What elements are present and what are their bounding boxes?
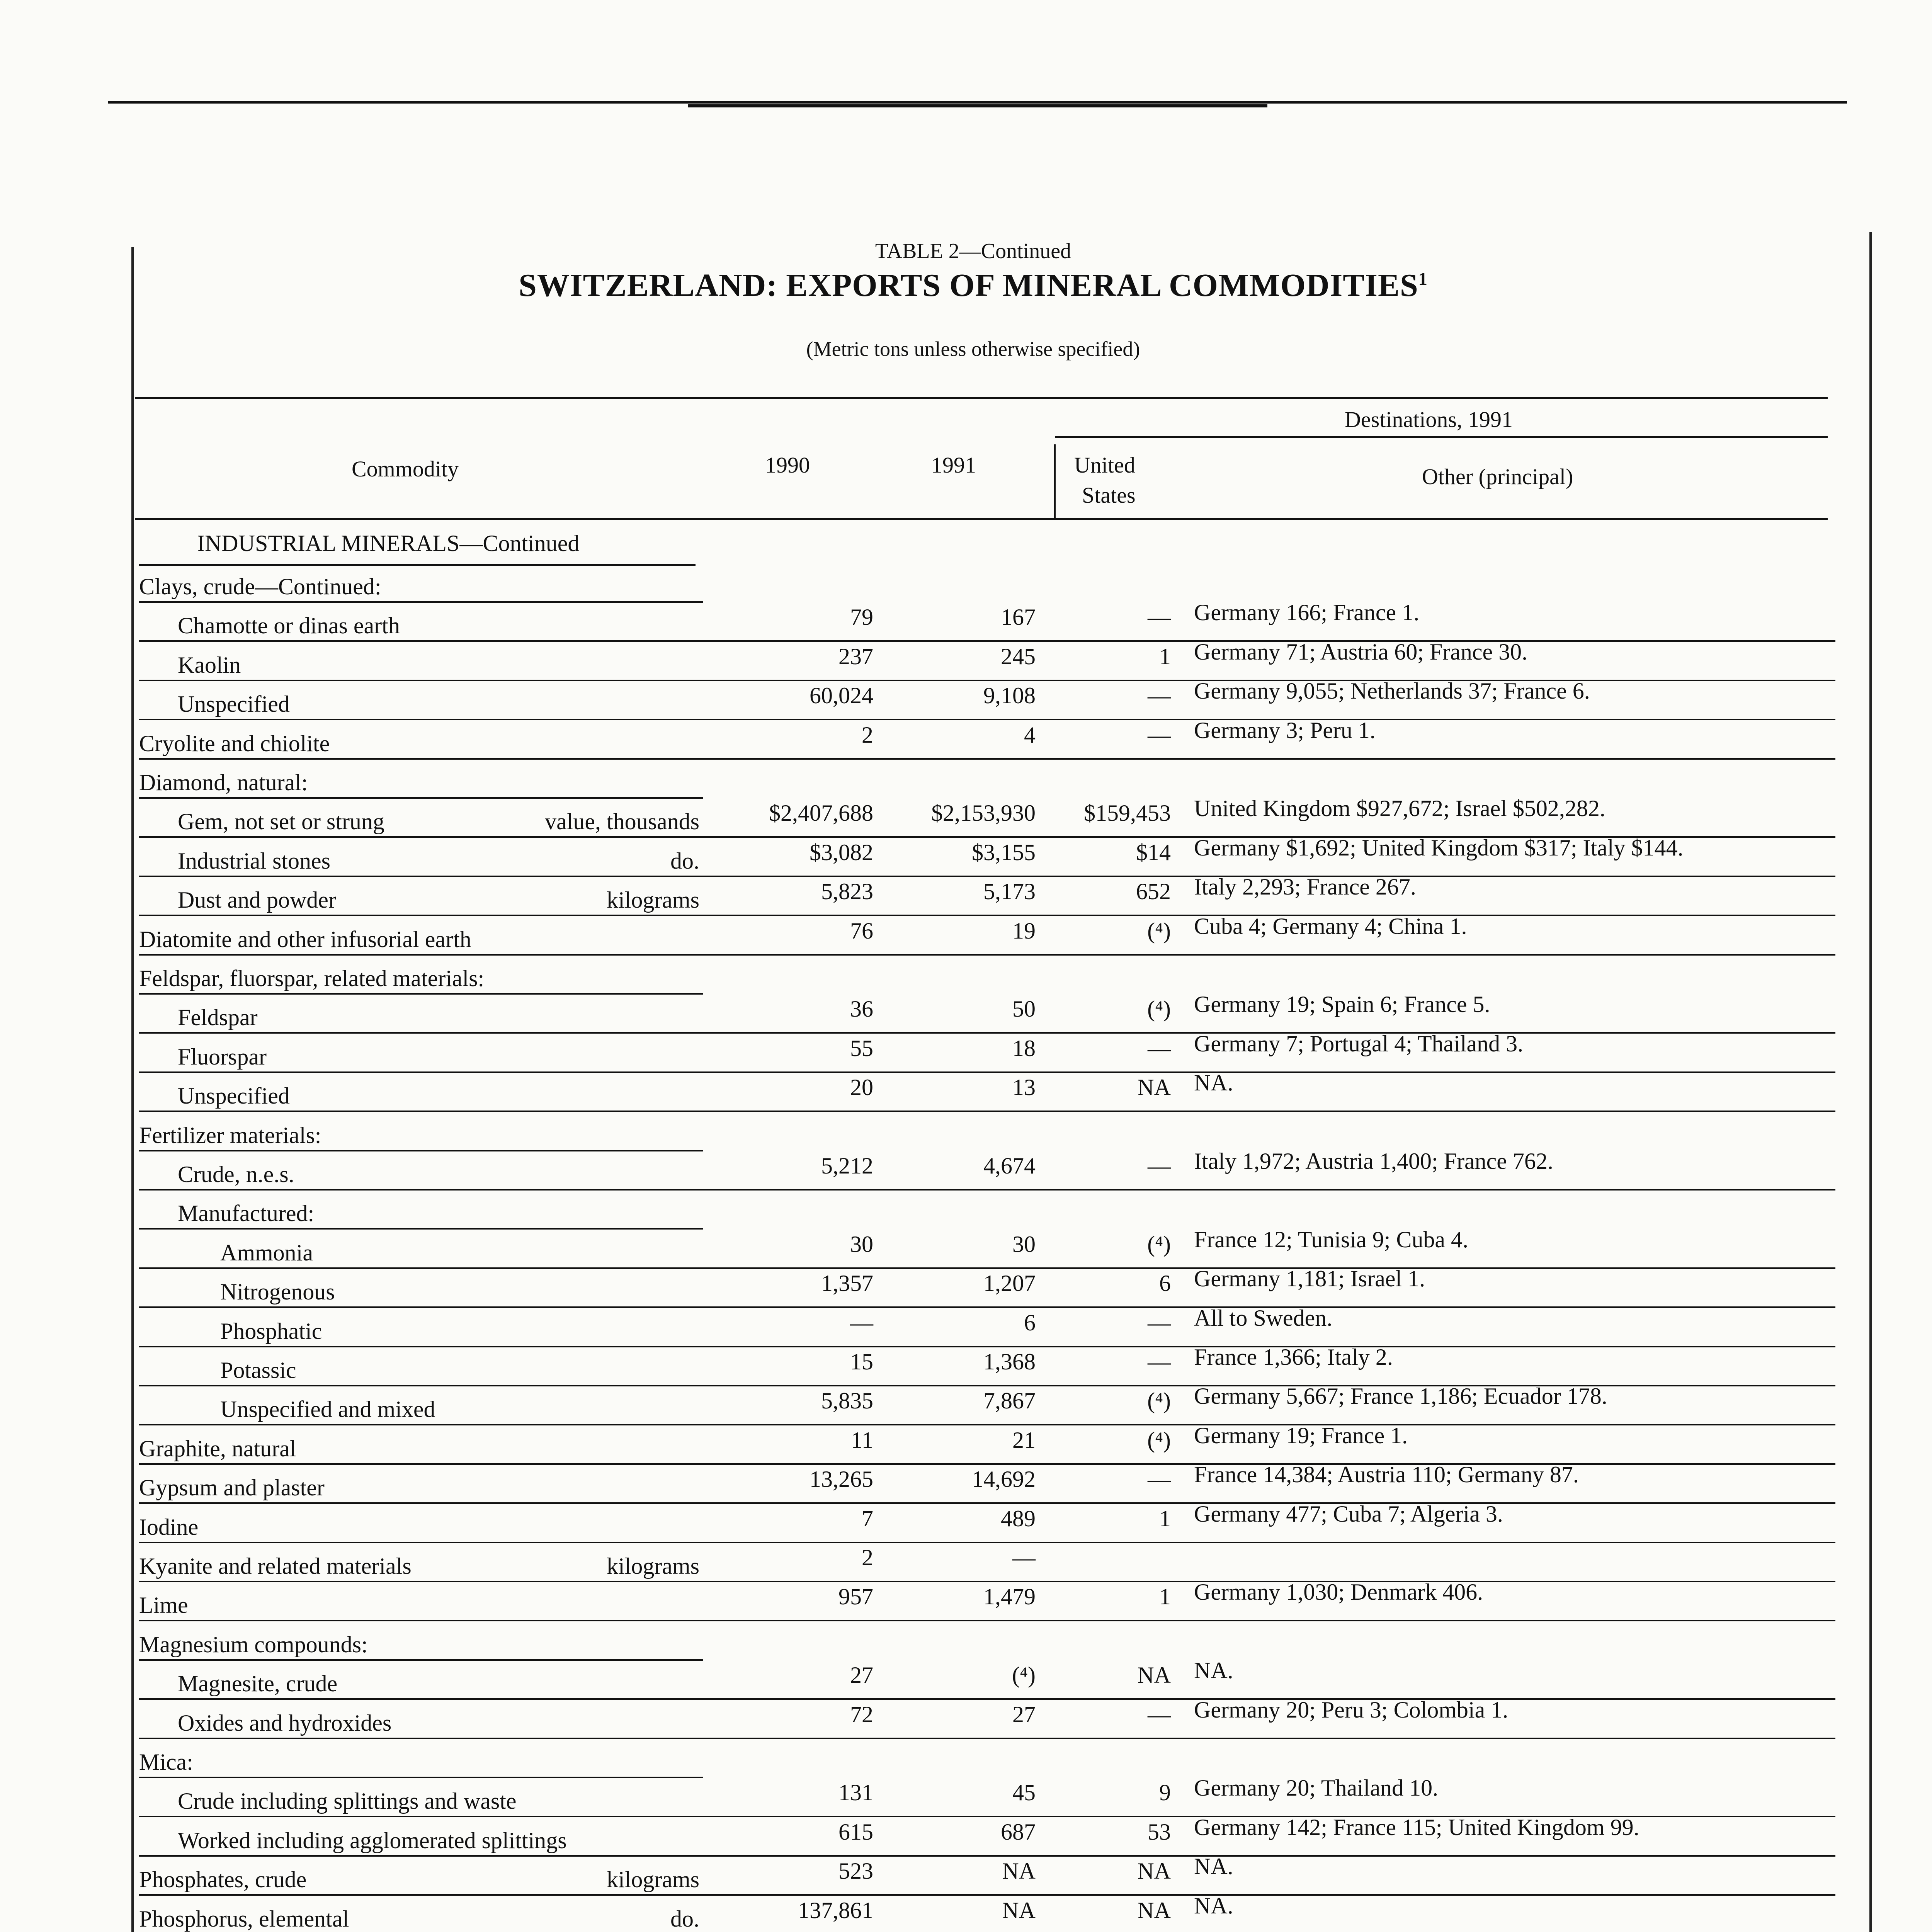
row-label: Magnesium compounds: (139, 1632, 368, 1657)
row-label: Cryolite and chiolite (139, 731, 330, 756)
row-label: Feldspar (178, 1005, 258, 1030)
row-label: Gypsum and plaster (139, 1475, 325, 1500)
cell-1990: 15 (850, 1349, 873, 1374)
cell-other-destinations: France 1,366; Italy 2. (1194, 1344, 1393, 1370)
cell-other-destinations: Germany 9,055; Netherlands 37; France 6. (1194, 678, 1590, 704)
row-label: Clays, crude—Continued: (139, 574, 381, 599)
cell-united-states: NA (1137, 1075, 1171, 1100)
cell-1991: 489 (1001, 1506, 1036, 1531)
header-1991: 1991 (931, 452, 976, 478)
cell-other-destinations: Germany 166; France 1. (1194, 600, 1420, 625)
cell-1990: 1,357 (821, 1270, 873, 1296)
row-label: Crude, n.e.s. (178, 1162, 294, 1187)
row-label: Manufactured: (178, 1201, 315, 1226)
cell-united-states: 9 (1159, 1780, 1171, 1805)
cell-1990: $3,082 (810, 840, 873, 865)
cell-1991: $2,153,930 (931, 800, 1036, 826)
row-label: Unspecified (178, 1083, 290, 1109)
cell-1991: 4 (1024, 722, 1036, 748)
cell-1990: 131 (838, 1780, 873, 1805)
cell-1991: 9,108 (983, 683, 1036, 708)
cell-united-states: — (1148, 1036, 1171, 1061)
cell-1991: 13 (1012, 1075, 1036, 1100)
cell-other-destinations: Germany 5,667; France 1,186; Ecuador 178. (1194, 1383, 1607, 1409)
cell-1990: 957 (838, 1584, 873, 1609)
cell-other-destinations: NA. (1194, 1854, 1233, 1879)
row-rule (139, 640, 1835, 642)
header-divider (1054, 444, 1056, 518)
cell-united-states: (⁴) (1147, 996, 1171, 1022)
cell-united-states: 1 (1159, 1506, 1171, 1531)
cell-1991: 18 (1012, 1036, 1036, 1061)
cell-other-destinations: Germany 7; Portugal 4; Thailand 3. (1194, 1031, 1524, 1056)
cell-1991: — (1012, 1545, 1036, 1570)
cell-1990: 13,265 (810, 1466, 873, 1492)
cell-united-states: — (1148, 1349, 1171, 1374)
cell-united-states: (⁴) (1147, 1427, 1171, 1453)
cell-other-destinations: Italy 2,293; France 267. (1194, 874, 1416, 900)
cell-other-destinations: Germany 1,030; Denmark 406. (1194, 1579, 1483, 1605)
cell-united-states: 652 (1136, 879, 1171, 904)
top-rule (108, 101, 1847, 104)
cell-1991: 1,368 (983, 1349, 1036, 1374)
cell-1991: NA (1002, 1898, 1036, 1923)
units-note: (Metric tons unless otherwise specified) (806, 337, 1140, 361)
row-label: Graphite, natural (139, 1436, 296, 1461)
row-unit: do. (670, 1906, 699, 1932)
cell-1991: 45 (1012, 1780, 1036, 1805)
row-rule (139, 993, 703, 995)
cell-1991: 27 (1012, 1702, 1036, 1727)
cell-other-destinations: Germany $1,692; United Kingdom $317; Italy $144. (1194, 835, 1684, 861)
cell-1991: 687 (1001, 1819, 1036, 1845)
row-label: Iodine (139, 1514, 199, 1540)
row-unit: kilograms (607, 887, 699, 913)
cell-1990: 27 (850, 1662, 873, 1688)
cell-1990: 615 (838, 1819, 873, 1845)
destinations-rule (1055, 436, 1828, 438)
cell-united-states: (⁴) (1147, 918, 1171, 944)
cell-united-states: — (1148, 683, 1171, 708)
cell-other-destinations: Germany 20; Peru 3; Colombia 1. (1194, 1697, 1509, 1723)
cell-1990: 137,861 (798, 1898, 873, 1923)
top-rule-accent (688, 104, 1267, 107)
header-rule-bottom (135, 518, 1828, 520)
header-rule-top (135, 397, 1828, 399)
row-label: Worked including agglomerated splittings (178, 1828, 567, 1853)
cell-1990: 7 (862, 1506, 873, 1531)
cell-united-states: — (1148, 604, 1171, 630)
row-rule (139, 1189, 1835, 1190)
cell-1991: 245 (1001, 644, 1036, 669)
cell-other-destinations: Germany 20; Thailand 10. (1194, 1775, 1439, 1801)
cell-other-destinations: Italy 1,972; Austria 1,400; France 762. (1194, 1148, 1553, 1174)
row-rule (139, 719, 1835, 720)
row-rule (139, 1502, 1835, 1504)
row-unit: value, thousands (545, 809, 699, 834)
cell-1991: 14,692 (972, 1466, 1036, 1492)
cell-1990: 30 (850, 1231, 873, 1257)
row-rule (139, 1620, 1835, 1621)
row-rule (139, 1267, 1835, 1269)
cell-other-destinations: Germany 3; Peru 1. (1194, 718, 1376, 743)
cell-1990: 60,024 (810, 683, 873, 708)
row-unit: kilograms (607, 1867, 699, 1892)
cell-united-states: NA (1137, 1662, 1171, 1688)
cell-united-states: — (1148, 1310, 1171, 1335)
cell-1991: NA (1002, 1858, 1036, 1884)
cell-united-states: 1 (1159, 644, 1171, 669)
cell-1991: 21 (1012, 1427, 1036, 1453)
row-rule (139, 1542, 1835, 1543)
header-other-principal: Other (principal) (1422, 464, 1573, 489)
header-commodity: Commodity (352, 456, 459, 481)
cell-united-states: NA (1137, 1858, 1171, 1884)
cell-1991: 6 (1024, 1310, 1036, 1335)
cell-1990: 237 (838, 644, 873, 669)
cell-united-states: $14 (1136, 840, 1171, 865)
cell-1991: 30 (1012, 1231, 1036, 1257)
cell-1991: 5,173 (983, 879, 1036, 904)
row-rule (139, 758, 1835, 760)
row-rule (139, 1581, 1835, 1582)
row-label: Crude including splittings and waste (178, 1788, 517, 1814)
header-united-states-line1: United (1074, 452, 1135, 478)
left-margin-line (131, 247, 134, 1932)
row-rule (139, 1306, 1835, 1308)
cell-united-states: — (1148, 1702, 1171, 1727)
cell-1990: 5,835 (821, 1388, 873, 1413)
cell-1990: 2 (862, 722, 873, 748)
cell-1990: 36 (850, 996, 873, 1022)
row-rule (139, 1032, 1835, 1034)
row-label: Lime (139, 1592, 188, 1618)
cell-other-destinations: United Kingdom $927,672; Israel $502,282. (1194, 796, 1605, 821)
row-rule (139, 797, 703, 799)
cell-united-states: $159,453 (1084, 800, 1171, 826)
row-rule (139, 1777, 703, 1778)
row-rule (139, 915, 1835, 916)
row-label: Feldspar, fluorspar, related materials: (139, 966, 485, 991)
cell-1991: $3,155 (972, 840, 1036, 865)
row-rule (139, 1150, 703, 1151)
row-label: Industrial stones (178, 848, 330, 874)
cell-other-destinations: Germany 19; France 1. (1194, 1423, 1408, 1448)
row-label: Kaolin (178, 652, 241, 678)
cell-other-destinations: Cuba 4; Germany 4; China 1. (1194, 913, 1467, 939)
row-label: Fluorspar (178, 1044, 267, 1070)
row-rule (139, 876, 1835, 877)
row-rule (139, 1111, 1835, 1112)
cell-other-destinations: France 14,384; Austria 110; Germany 87. (1194, 1462, 1579, 1487)
cell-1991: 4,674 (983, 1153, 1036, 1179)
row-label: Mica: (139, 1749, 193, 1775)
row-rule (139, 1463, 1835, 1465)
row-label: Unspecified (178, 691, 290, 717)
cell-other-destinations: Germany 1,181; Israel 1. (1194, 1266, 1425, 1291)
cell-1990: $2,407,688 (769, 800, 873, 826)
row-rule (139, 1698, 1835, 1700)
cell-other-destinations: Germany 477; Cuba 7; Algeria 3. (1194, 1501, 1503, 1527)
cell-united-states: — (1148, 1153, 1171, 1179)
right-margin-line (1869, 232, 1872, 1932)
cell-other-destinations: Germany 19; Spain 6; France 5. (1194, 992, 1490, 1017)
header-1990: 1990 (765, 452, 810, 478)
cell-united-states: 1 (1159, 1584, 1171, 1609)
cell-united-states: (⁴) (1147, 1388, 1171, 1413)
cell-1990: 76 (850, 918, 873, 944)
cell-1990: 11 (851, 1427, 873, 1453)
cell-1990: 2 (862, 1545, 873, 1570)
cell-1990: 5,212 (821, 1153, 873, 1179)
cell-1990: 79 (850, 604, 873, 630)
row-rule (139, 1738, 1835, 1739)
cell-1990: 523 (838, 1858, 873, 1884)
section-underline (139, 564, 696, 566)
cell-1991: 167 (1001, 604, 1036, 630)
header-destinations: Destinations, 1991 (1345, 407, 1513, 432)
row-rule (139, 954, 1835, 956)
row-label: Phosphatic (220, 1318, 322, 1344)
row-rule (139, 1659, 703, 1661)
row-unit: do. (670, 848, 699, 874)
row-label: Dust and powder (178, 887, 336, 913)
cell-1991: 1,207 (983, 1270, 1036, 1296)
row-label: Diatomite and other infusorial earth (139, 927, 471, 952)
cell-other-destinations: Germany 71; Austria 60; France 30. (1194, 639, 1528, 665)
cell-1990: 5,823 (821, 879, 873, 904)
row-label: Oxides and hydroxides (178, 1710, 392, 1736)
row-rule (139, 1855, 1835, 1857)
cell-other-destinations: All to Sweden. (1194, 1305, 1333, 1331)
cell-other-destinations: NA. (1194, 1070, 1233, 1095)
cell-united-states: (⁴) (1147, 1231, 1171, 1257)
cell-united-states: 6 (1159, 1270, 1171, 1296)
title-footnote-mark: 1 (1418, 269, 1428, 289)
cell-other-destinations: France 12; Tunisia 9; Cuba 4. (1194, 1227, 1469, 1252)
cell-1990: 20 (850, 1075, 873, 1100)
cell-1990: — (850, 1310, 873, 1335)
row-label: Ammonia (220, 1240, 313, 1265)
table-title-text: SWITZERLAND: EXPORTS OF MINERAL COMMODITIES (519, 267, 1418, 303)
cell-other-destinations: Germany 142; France 115; United Kingdom 99. (1194, 1815, 1639, 1840)
header-united-states-line2: States (1082, 483, 1136, 508)
table-label: TABLE 2—Continued (875, 239, 1071, 263)
row-unit: kilograms (607, 1553, 699, 1579)
cell-other-destinations: NA. (1194, 1893, 1233, 1918)
row-label: Diamond, natural: (139, 770, 308, 795)
cell-united-states: NA (1137, 1898, 1171, 1923)
cell-1991: (⁴) (1012, 1662, 1036, 1688)
row-label: Magnesite, crude (178, 1671, 338, 1696)
row-label: Kyanite and related materials (139, 1553, 412, 1579)
cell-1991: 1,479 (983, 1584, 1036, 1609)
cell-other-destinations: NA. (1194, 1658, 1233, 1683)
cell-united-states: 53 (1148, 1819, 1171, 1845)
row-rule (139, 1228, 703, 1230)
row-label: Potassic (220, 1357, 296, 1383)
row-label: Phosphorus, elemental (139, 1906, 349, 1932)
row-rule (139, 601, 703, 603)
row-label: Nitrogenous (220, 1279, 335, 1304)
row-rule (139, 1346, 1835, 1347)
row-label: Phosphates, crude (139, 1867, 307, 1892)
cell-1990: 55 (850, 1036, 873, 1061)
row-label: Unspecified and mixed (220, 1396, 435, 1422)
row-rule (139, 1894, 1835, 1896)
cell-1991: 19 (1012, 918, 1036, 944)
cell-1990: 72 (850, 1702, 873, 1727)
cell-1991: 50 (1012, 996, 1036, 1022)
row-label: Fertilizer materials: (139, 1122, 321, 1148)
row-rule (139, 1424, 1835, 1425)
cell-united-states: — (1148, 1466, 1171, 1492)
row-rule (139, 1071, 1835, 1073)
row-label: Gem, not set or strung (178, 809, 384, 834)
section-heading: INDUSTRIAL MINERALS—Continued (197, 531, 580, 556)
row-label: Chamotte or dinas earth (178, 613, 400, 638)
cell-1991: 7,867 (983, 1388, 1036, 1413)
table-title (0, 267, 1932, 304)
cell-united-states: — (1148, 722, 1171, 748)
